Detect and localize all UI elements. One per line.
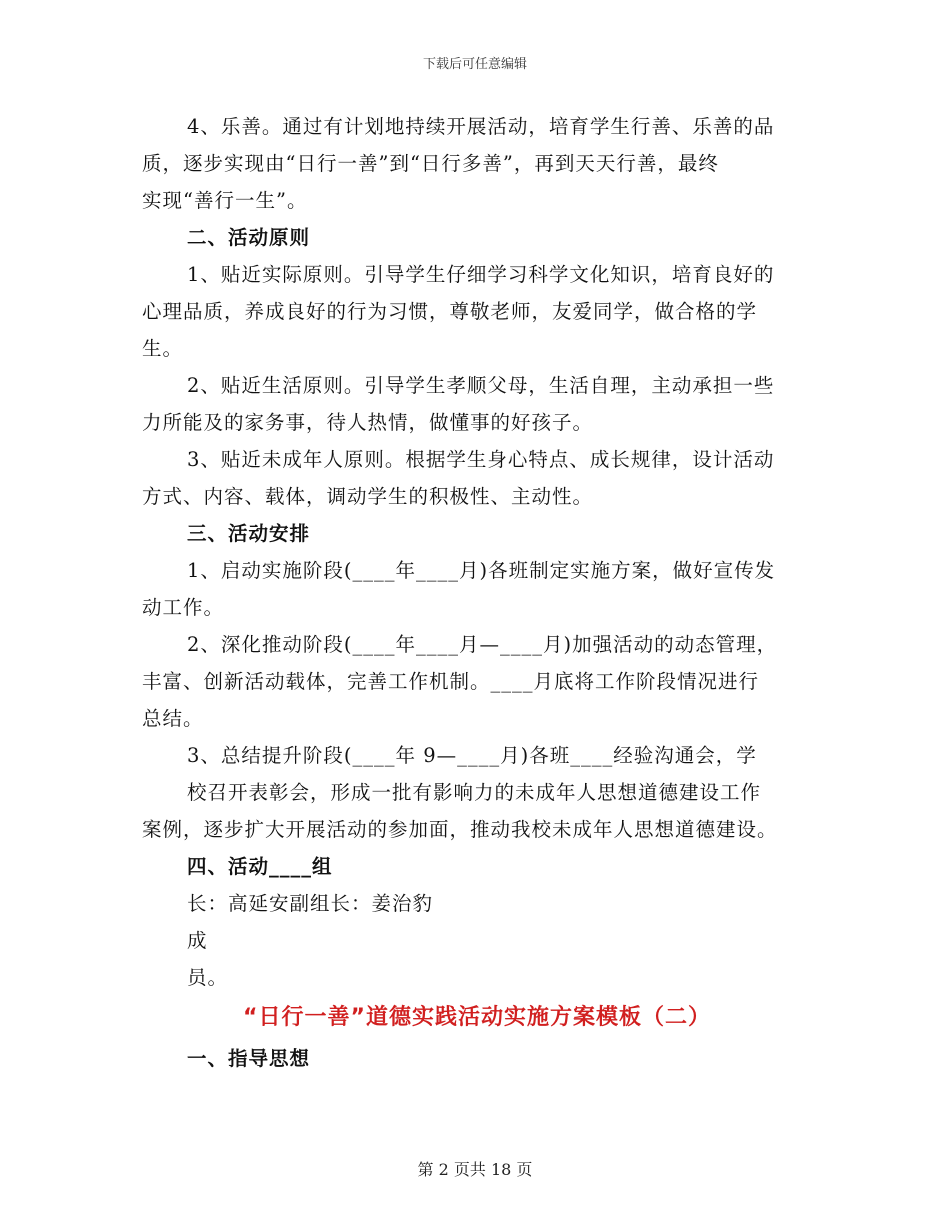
paragraph-line: 2、深化推动阶段(____年____月—____月)加强活动的动态管理，: [187, 633, 778, 656]
page-header: 下载后可任意编辑: [422, 57, 527, 72]
paragraph-line: 实现“善行一生”。: [142, 189, 308, 212]
section-heading: 四、活动____组: [187, 855, 333, 878]
paragraph-line: 心理品质，养成良好的行为习惯，尊敬老师，友爱同学，做合格的学: [142, 300, 758, 323]
paragraph-line: 成: [187, 929, 208, 952]
paragraph-line: 长：高延安副组长：姜治豹: [187, 892, 434, 915]
paragraph-line: 4、乐善。通过有计划地持续开展活动，培育学生行善、乐善的品: [187, 115, 775, 138]
paragraph-line: 1、贴近实际原则。引导学生仔细学习科学文化知识，培育良好的: [187, 263, 775, 286]
paragraph-line: 3、总结提升阶段(____年 9—____月)各班____经验沟通会，学: [187, 744, 757, 767]
paragraph-line: 质，逐步实现由“日行一善”到“日行多善”，再到天天行善，最终: [142, 152, 719, 175]
paragraph-line: 案例，逐步扩大开展活动的参加面，推动我校未成年人思想道德建设。: [142, 818, 778, 841]
paragraph-line: 总结。: [142, 707, 204, 730]
paragraph-line: 员。: [187, 966, 229, 989]
document-body: [142, 108, 812, 1077]
paragraph-line: 丰富、创新活动载体，完善工作机制。____月底将工作阶段情况进行: [142, 670, 760, 693]
paragraph-line: 动工作。: [142, 596, 225, 619]
section-heading: 二、活动原则: [187, 226, 311, 249]
paragraph-line: 3、贴近未成年人原则。根据学生身心特点、成长规律，设计活动: [187, 448, 775, 471]
paragraph-line: 力所能及的家务事，待人热情，做懂事的好孩子。: [142, 411, 594, 434]
paragraph-line: 方式、内容、载体，调动学生的积极性、主动性。: [142, 485, 594, 508]
paragraph-line: 1、启动实施阶段(____年____月)各班制定实施方案，做好宣传发: [187, 559, 776, 582]
paragraph-line: 2、贴近生活原则。引导学生孝顺父母，生活自理，主动承担一些: [187, 374, 775, 397]
page-footer: 第 2 页共 18 页: [417, 1160, 533, 1179]
paragraph-line: 生。: [142, 337, 184, 360]
document-title: “日行一善”道德实践活动实施方案模板（二）: [243, 1005, 711, 1030]
section-heading: 一、指导思想: [187, 1047, 311, 1070]
section-heading: 三、活动安排: [187, 522, 311, 545]
paragraph-line: 校召开表彰会，形成一批有影响力的未成年人思想道德建设工作: [187, 781, 762, 804]
